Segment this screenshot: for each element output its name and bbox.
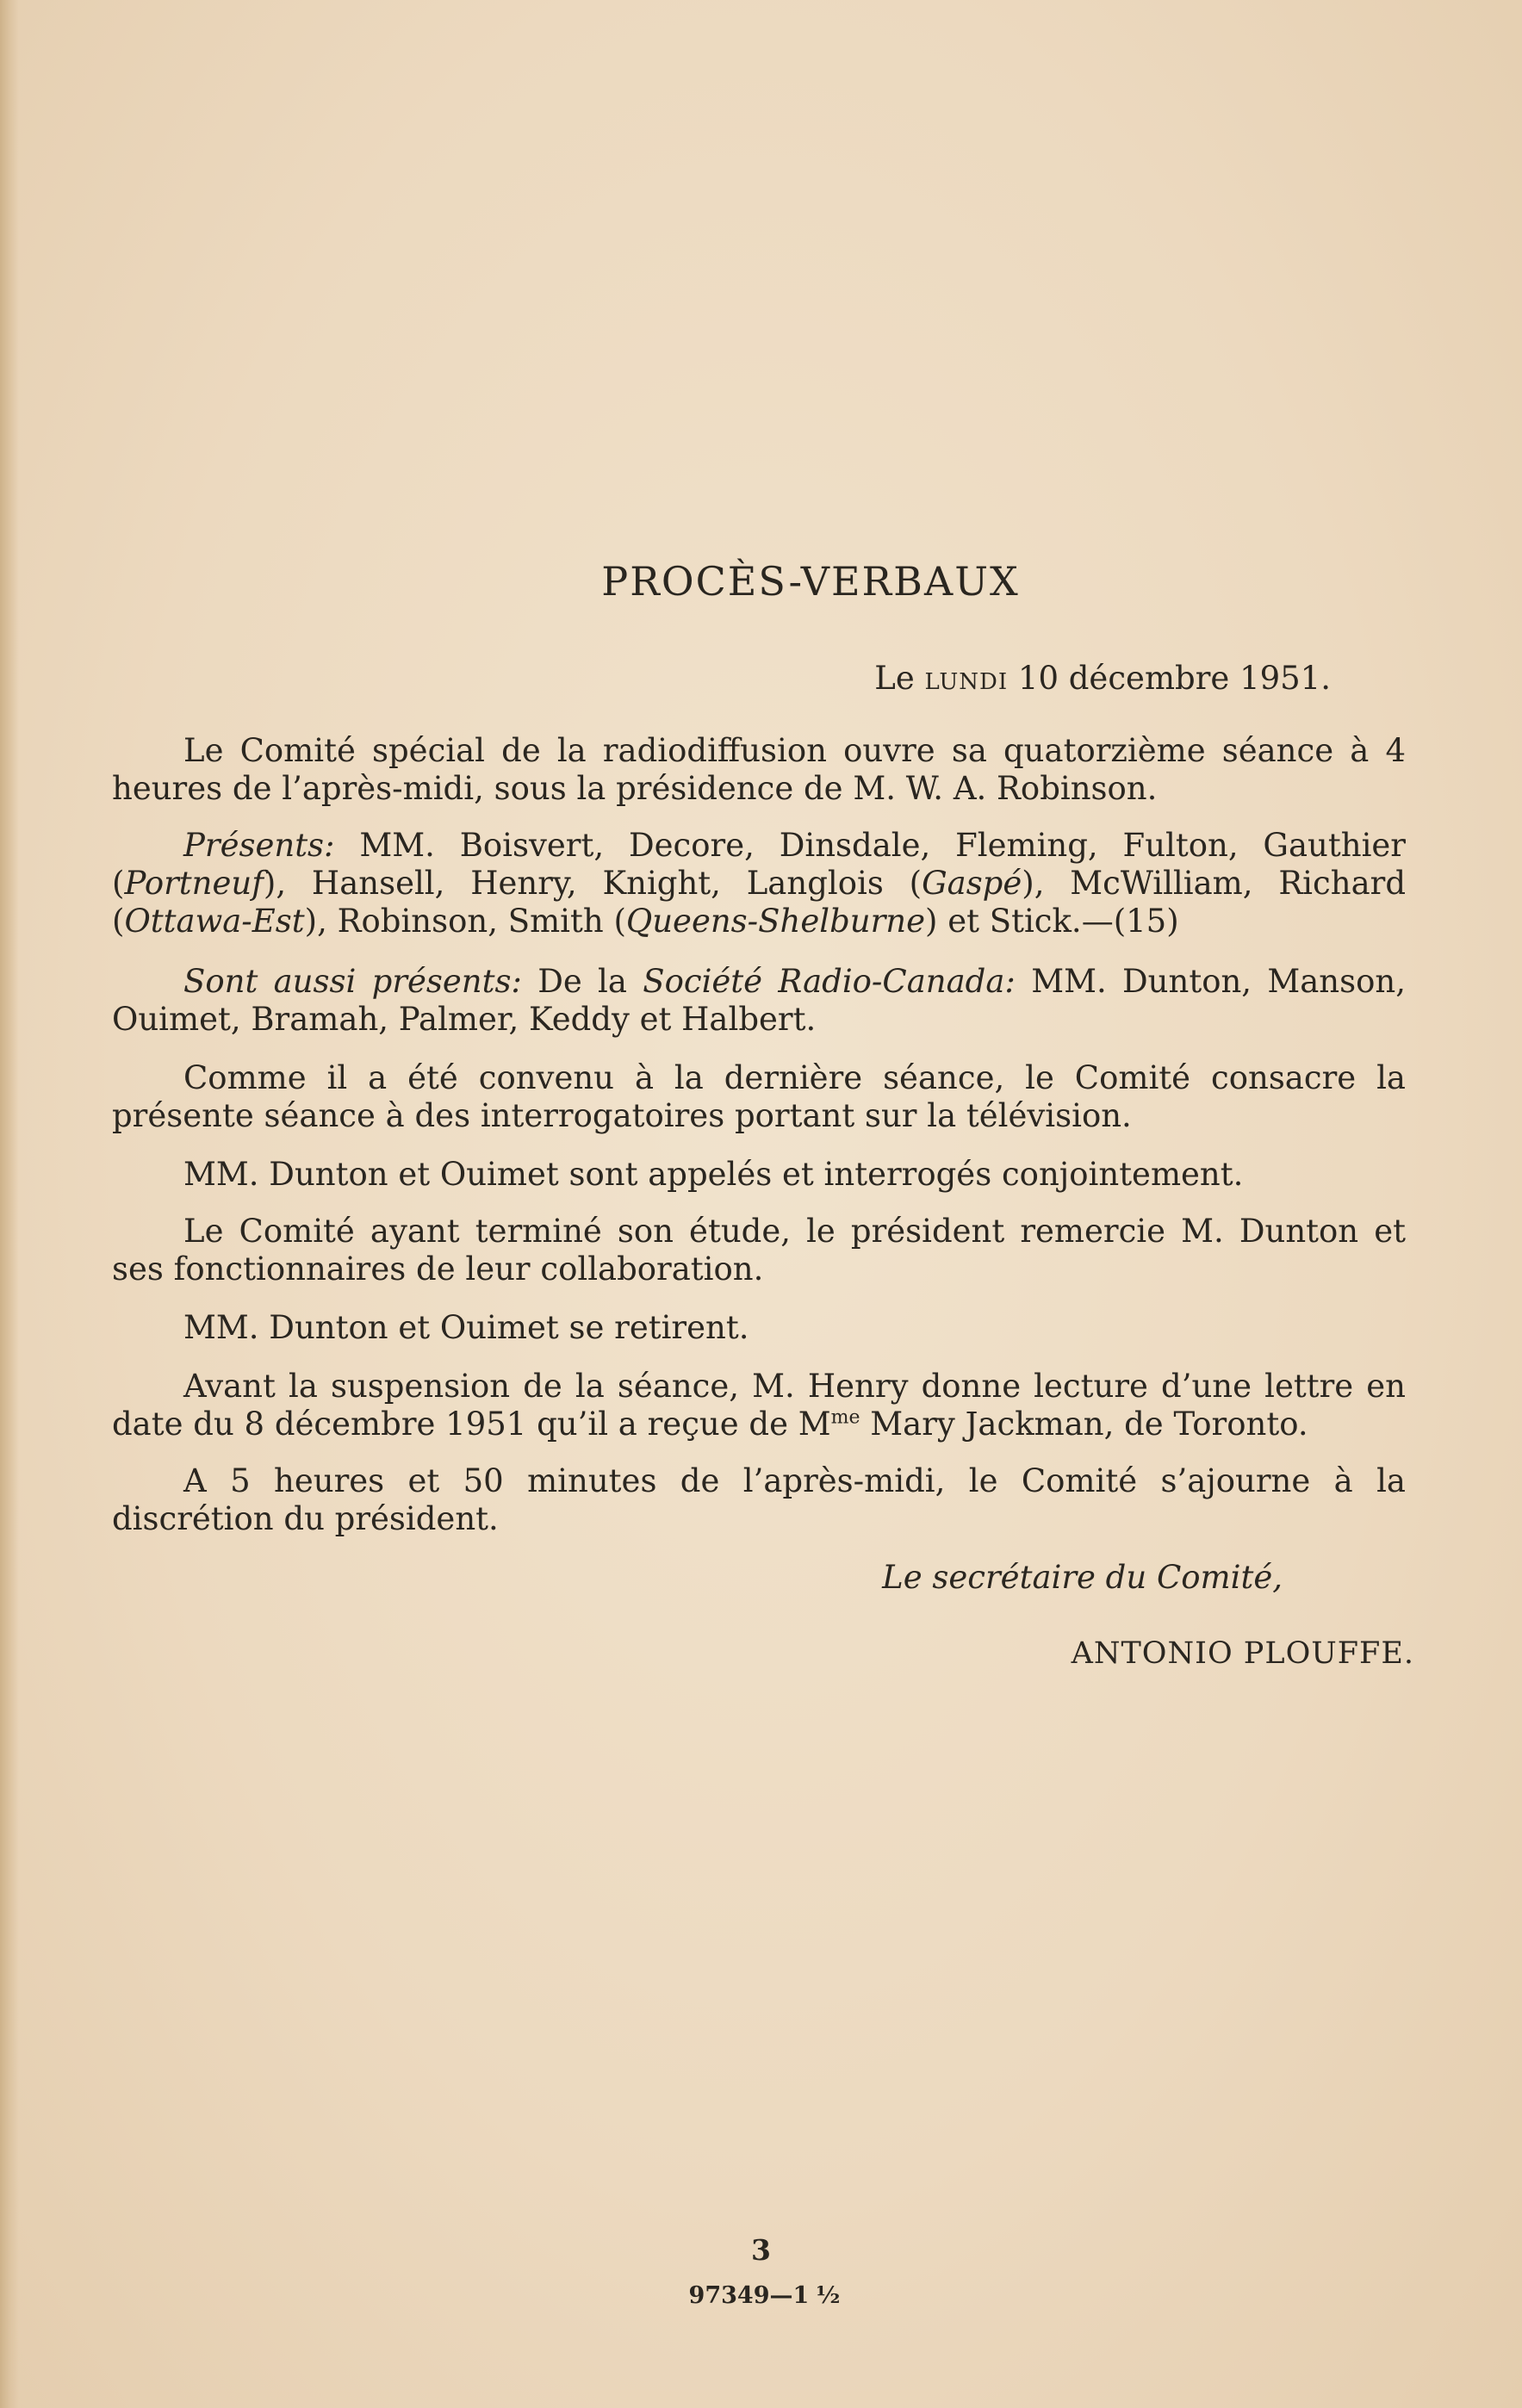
paragraph-adjourn: A 5 heures et 50 minutes de l’après-midi, le Comité s’ajourne à la discrétion du président. (112, 1462, 1406, 1537)
paragraph-witnesses: MM. Dunton et Ouimet sont appelés et interrogés conjointement. (183, 1156, 1244, 1193)
page-number: 3 (751, 2233, 771, 2267)
paragraph-opening: Le Comité spécial de la radiodiffusion ouvre sa quatorzième séance à 4 heures de l’après-midi, sous la présidence de M. W. A. Robinson. (112, 732, 1406, 807)
paragraph-presents: Présents: MM. Boisvert, Decore, Dinsdale, Fleming, Fulton, Gauthier (Portneuf), Hansell, Henry, Knight, Langlois (Gaspé), McWilliam, Richard (Ottawa-Est), Robinson, Smith (Queens-Shelburne) et Stick.—(15) (112, 827, 1407, 940)
date-line (874, 660, 1331, 697)
paragraph-thanks: Le Comité ayant terminé son étude, le président remercie M. Dunton et ses fonctionnaires de leur collaboration. (112, 1213, 1406, 1288)
print-code: 97349—1 ½ (688, 2282, 841, 2309)
date-prefix: Le (874, 660, 915, 697)
paragraph-withdraw: MM. Dunton et Ouimet se retirent. (183, 1309, 749, 1346)
paragraph-agreement: Comme il a été convenu à la dernière séance, le Comité consacre la présente séance à des interrogatoires portant sur la télévision. (112, 1059, 1406, 1134)
date-day: lundi (924, 660, 1009, 697)
paragraph-also-present: Sont aussi présents: De la Société Radio-Canada: MM. Dunton, Manson, Ouimet, Bramah, Palmer, Keddy et Halbert. (112, 963, 1406, 1038)
paragraph-letter: Avant la suspension de la séance, M. Henry donne lecture d’une lettre en date du 8 décembre 1951 qu’il a reçue de $M^{me}$ Mary Jackman, de Toronto. (112, 1368, 1406, 1443)
binding-edge (0, 0, 19, 2408)
signature-role: Le secrétaire du Comité, (882, 1559, 1283, 1596)
date-rest: 10 décembre 1951. (1017, 660, 1331, 697)
page-title: PROCÈS-VERBAUX (601, 558, 1020, 605)
signature-name: ANTONIO PLOUFFE. (1071, 1636, 1414, 1671)
